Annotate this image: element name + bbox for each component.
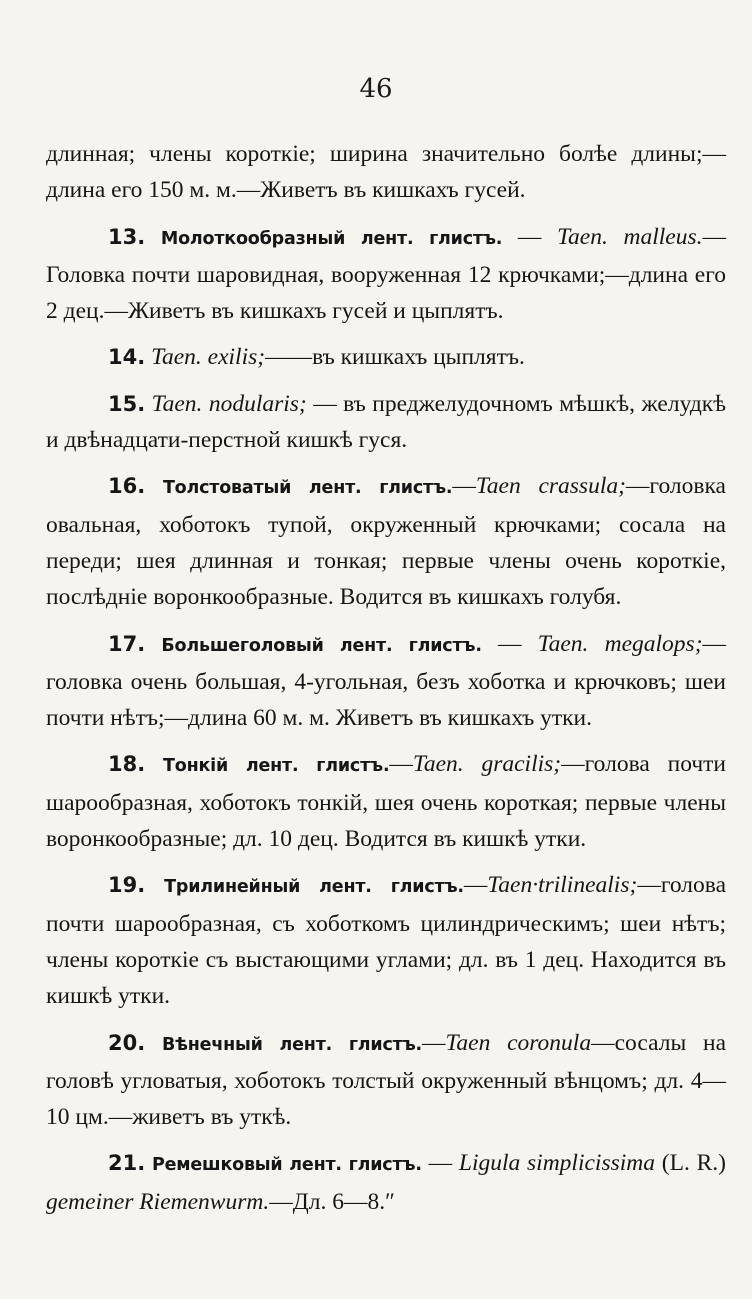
entry-description: —головка овальная, хоботокъ тупой, окруженный крючками; сосала на переди; шея длинная и тонкая; первые члены очень короткіе, послѣдніе воронкообразные. Водится въ кишкахъ голубя. — [46, 473, 726, 611]
entry-description: — въ преджелудочномъ мѣшкѣ, желудкѣ и двѣнадцати-перстной кишкѣ гуся. — [46, 390, 726, 454]
entry-21 — [46, 1145, 726, 1220]
entry-number: 14. — [108, 345, 146, 370]
entry-authority: (L. R.) — [661, 1150, 726, 1177]
entry-number: 19. — [108, 873, 146, 898]
entry-size: —Дл. 6—8.″ — [269, 1188, 395, 1215]
entry-19 — [46, 867, 726, 1014]
entry-separator: — — [422, 1029, 446, 1056]
page-number: 46 — [359, 74, 393, 104]
entry-latin-name: Taen coronula — [445, 1029, 592, 1056]
entry-name: Большеголовый лент. глистъ. — [161, 635, 482, 656]
entry-latin-name: Taen. exilis; — [151, 344, 266, 371]
entry-separator: — — [463, 872, 488, 899]
entry-name: Тонкій лент. глистъ. — [163, 756, 390, 777]
entry-latin-name: Taen. megalops; — [537, 630, 703, 657]
entry-latin-name: Taen·trilinealis; — [487, 872, 638, 899]
entry-description: —голова почти шарообразная, хоботокъ тонкій, шея очень короткая; первые члены воронкообразные; дл. 10 дец. Водится въ кишкѣ утки. — [46, 751, 727, 853]
entry-17 — [46, 626, 726, 737]
entry-13 — [46, 219, 726, 330]
entry-name: Ремешковый лент. глистъ. — [151, 1155, 422, 1176]
entry-description: ——въ кишкахъ цыплятъ. — [265, 344, 525, 371]
entry-separator: — — [502, 223, 558, 250]
intro-paragraph: длинная; члены короткіе; ширина значительно болѣе длины;—длина его 150 м. м.—Живетъ въ кишкахъ гусей. — [46, 141, 726, 204]
entry-latin-name: Ligula simplicissima — [458, 1150, 655, 1177]
entry-german-name: gemeiner Riemenwurm. — [46, 1188, 270, 1215]
entry-number: 21. — [108, 1151, 146, 1176]
entry-latin-name: Taen crassula; — [475, 473, 626, 500]
entry-description: —голова почти шарообразная, съ хоботкомъ цилиндрическимъ; шеи нѣтъ; члены короткіе съ выстающими углами; дл. въ 1 дец. Находится въ кишкѣ утки. — [46, 872, 726, 1010]
entry-18 — [46, 746, 726, 857]
entry-14 — [46, 339, 726, 375]
entry-separator: — — [421, 1150, 459, 1177]
entry-separator: — — [452, 473, 476, 500]
entry-separator: — — [481, 630, 538, 657]
entry-15 — [46, 386, 726, 459]
body-text — [46, 136, 726, 1230]
entry-latin-name: Taen. malleus. — [557, 223, 703, 250]
entry-description: —Головка почти шаровидная, вооруженная 12 крючками;—длина его 2 дец.—Живетъ въ кишкахъ гусей и цыплятъ. — [46, 223, 727, 325]
entry-number: 20. — [108, 1030, 146, 1055]
entry-number: 17. — [108, 631, 146, 656]
entry-separator: — — [389, 751, 413, 778]
entry-name: Молоткообразный лент. глистъ. — [160, 228, 503, 249]
entry-name: Толстоватый лент. глистъ. — [162, 478, 453, 499]
entry-number: 15. — [108, 391, 146, 416]
entry-latin-name: Taen. nodularis; — [151, 390, 307, 417]
entry-16 — [46, 468, 726, 615]
entry-name: Вѣнечный лент. глистъ. — [161, 1034, 422, 1055]
entry-number: 13. — [108, 224, 146, 249]
entry-number: 18. — [108, 752, 146, 777]
entry-description: —сосалы на головѣ угловатыя, хоботокъ толстый окруженный вѣнцомъ; дл. 4—10 цм.—живетъ въ уткѣ. — [46, 1029, 726, 1131]
entry-description: —головка очень большая, 4-угольная, безъ хоботка и крючковъ; шеи почти нѣтъ;—длина 60 м. м. Живетъ въ кишкахъ утки. — [46, 630, 727, 732]
entry-latin-name: Taen. gracilis; — [412, 751, 562, 778]
entry-name: Трилинейный лент. глистъ. — [164, 877, 464, 898]
entry-number: 16. — [108, 474, 146, 499]
entry-20 — [46, 1025, 726, 1136]
